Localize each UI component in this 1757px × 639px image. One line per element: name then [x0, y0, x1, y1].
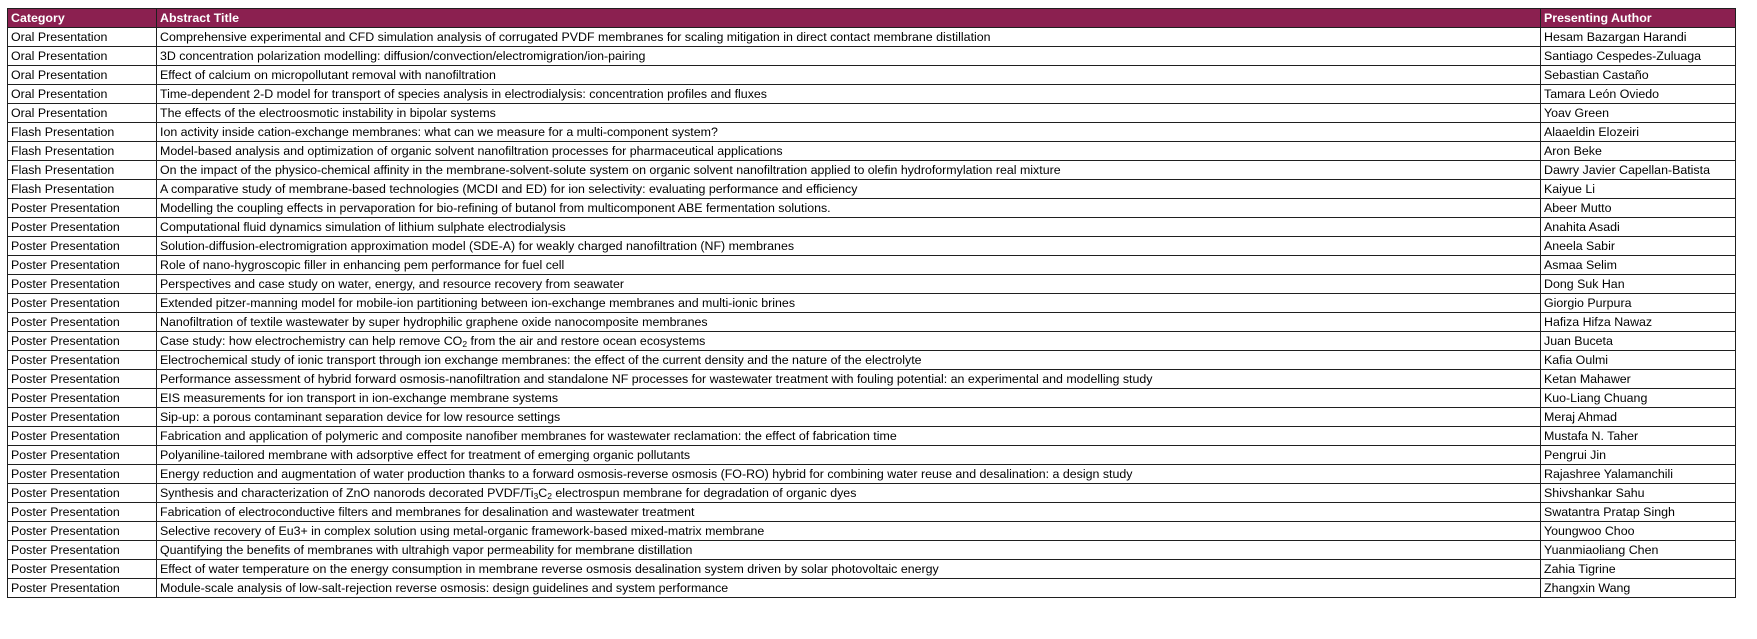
header-abstract-title[interactable]: Abstract Title: [157, 9, 1541, 28]
cell-category[interactable]: Oral Presentation: [8, 47, 157, 66]
cell-abstract-title[interactable]: Effect of water temperature on the energy consumption in membrane reverse osmosis desalination system driven by solar photovoltaic energy: [157, 560, 1541, 579]
cell-abstract-title[interactable]: Solution-diffusion-electromigration approximation model (SDE-A) for weakly charged nanofiltration (NF) membranes: [157, 237, 1541, 256]
table-row: [8, 560, 1736, 579]
cell-abstract-title[interactable]: Electrochemical study of ionic transport through ion exchange membranes: the effect of the current density and the nature of the electrolyte: [157, 351, 1541, 370]
cell-abstract-title[interactable]: [157, 484, 1541, 503]
cell-category[interactable]: Poster Presentation: [8, 237, 157, 256]
table-row: [8, 351, 1736, 370]
cell-abstract-title[interactable]: Computational fluid dynamics simulation of lithium sulphate electrodialysis: [157, 218, 1541, 237]
cell-abstract-title[interactable]: Sip-up: a porous contaminant separation device for low resource settings: [157, 408, 1541, 427]
table-row: [8, 275, 1736, 294]
cell-presenting-author[interactable]: Asmaa Selim: [1541, 256, 1736, 275]
title-text: C: [538, 486, 548, 500]
cell-presenting-author[interactable]: Abeer Mutto: [1541, 199, 1736, 218]
cell-abstract-title[interactable]: Energy reduction and augmentation of water production thanks to a forward osmosis-reverse osmosis (FO-RO) hybrid for combining water reuse and desalination: a design study: [157, 465, 1541, 484]
cell-presenting-author[interactable]: Kafia Oulmi: [1541, 351, 1736, 370]
cell-abstract-title[interactable]: Perspectives and case study on water, energy, and resource recovery from seawater: [157, 275, 1541, 294]
cell-presenting-author[interactable]: Shivshankar Sahu: [1541, 484, 1736, 503]
table-row: [8, 66, 1736, 85]
cell-abstract-title[interactable]: Ion activity inside cation-exchange membranes: what can we measure for a multi-component system?: [157, 123, 1541, 142]
cell-presenting-author[interactable]: Alaaeldin Elozeiri: [1541, 123, 1736, 142]
cell-abstract-title[interactable]: Selective recovery of Eu3+ in complex solution using metal-organic framework-based mixed-matrix membrane: [157, 522, 1541, 541]
cell-abstract-title[interactable]: Role of nano-hygroscopic filler in enhancing pem performance for fuel cell: [157, 256, 1541, 275]
cell-presenting-author[interactable]: Zhangxin Wang: [1541, 579, 1736, 598]
cell-category[interactable]: Poster Presentation: [8, 522, 157, 541]
cell-presenting-author[interactable]: Swatantra Pratap Singh: [1541, 503, 1736, 522]
table-row: [8, 332, 1736, 351]
cell-abstract-title[interactable]: Effect of calcium on micropollutant removal with nanofiltration: [157, 66, 1541, 85]
cell-category[interactable]: Flash Presentation: [8, 142, 157, 161]
cell-category[interactable]: Poster Presentation: [8, 560, 157, 579]
cell-category[interactable]: Poster Presentation: [8, 313, 157, 332]
cell-abstract-title[interactable]: Nanofiltration of textile wastewater by super hydrophilic graphene oxide nanocomposite membranes: [157, 313, 1541, 332]
cell-abstract-title[interactable]: 3D concentration polarization modelling: diffusion/convection/electromigration/ion-pairing: [157, 47, 1541, 66]
header-category[interactable]: Category: [8, 9, 157, 28]
cell-presenting-author[interactable]: Giorgio Purpura: [1541, 294, 1736, 313]
table-row: [8, 446, 1736, 465]
table-row: [8, 503, 1736, 522]
cell-category[interactable]: Poster Presentation: [8, 427, 157, 446]
table-row: [8, 218, 1736, 237]
cell-abstract-title[interactable]: The effects of the electroosmotic instability in bipolar systems: [157, 104, 1541, 123]
table-row: [8, 465, 1736, 484]
cell-category[interactable]: Poster Presentation: [8, 408, 157, 427]
cell-abstract-title[interactable]: Module-scale analysis of low-salt-rejection reverse osmosis: design guidelines and system performance: [157, 579, 1541, 598]
cell-category[interactable]: Poster Presentation: [8, 332, 157, 351]
table-header: [8, 9, 1736, 28]
cell-presenting-author[interactable]: Mustafa N. Taher: [1541, 427, 1736, 446]
cell-presenting-author[interactable]: Hafiza Hifza Nawaz: [1541, 313, 1736, 332]
cell-category[interactable]: Poster Presentation: [8, 275, 157, 294]
cell-abstract-title[interactable]: Extended pitzer-manning model for mobile-ion partitioning between ion-exchange membranes and multi-ionic brines: [157, 294, 1541, 313]
cell-abstract-title[interactable]: On the impact of the physico-chemical affinity in the membrane-solvent-solute system on organic solvent nanofiltration applied to olefin hydroformylation real mixture: [157, 161, 1541, 180]
table-row: [8, 180, 1736, 199]
cell-category[interactable]: Flash Presentation: [8, 123, 157, 142]
cell-presenting-author[interactable]: Juan Buceta: [1541, 332, 1736, 351]
cell-abstract-title[interactable]: Model-based analysis and optimization of organic solvent nanofiltration processes for pharmaceutical applications: [157, 142, 1541, 161]
cell-abstract-title[interactable]: [157, 332, 1541, 351]
cell-presenting-author[interactable]: Kuo-Liang Chuang: [1541, 389, 1736, 408]
cell-category[interactable]: Flash Presentation: [8, 180, 157, 199]
cell-abstract-title[interactable]: Comprehensive experimental and CFD simulation analysis of corrugated PVDF membranes for scaling mitigation in direct contact membrane distillation: [157, 28, 1541, 47]
cell-abstract-title[interactable]: Quantifying the benefits of membranes with ultrahigh vapor permeability for membrane distillation: [157, 541, 1541, 560]
cell-abstract-title[interactable]: A comparative study of membrane-based technologies (MCDI and ED) for ion selectivity: evaluating performance and efficiency: [157, 180, 1541, 199]
cell-presenting-author[interactable]: Hesam Bazargan Harandi: [1541, 28, 1736, 47]
title-subscript: 3: [533, 491, 539, 501]
cell-category[interactable]: Oral Presentation: [8, 28, 157, 47]
cell-category[interactable]: Poster Presentation: [8, 256, 157, 275]
table-row: [8, 28, 1736, 47]
cell-presenting-author[interactable]: Yoav Green: [1541, 104, 1736, 123]
cell-presenting-author[interactable]: Youngwoo Choo: [1541, 522, 1736, 541]
table-row: [8, 123, 1736, 142]
cell-abstract-title[interactable]: Modelling the coupling effects in pervaporation for bio-refining of butanol from multicomponent ABE fermentation solutions.: [157, 199, 1541, 218]
title-text: Synthesis and characterization of ZnO nanorods decorated PVDF/Ti: [160, 486, 534, 500]
cell-abstract-title[interactable]: Performance assessment of hybrid forward osmosis-nanofiltration and standalone NF processes for wastewater treatment with fouling potential: an experimental and modelling study: [157, 370, 1541, 389]
table-row: [8, 541, 1736, 560]
cell-category[interactable]: Flash Presentation: [8, 161, 157, 180]
table-row: [8, 427, 1736, 446]
header-presenting-author[interactable]: Presenting Author: [1541, 9, 1736, 28]
cell-category[interactable]: Poster Presentation: [8, 370, 157, 389]
cell-presenting-author[interactable]: Santiago Cespedes-Zuluaga: [1541, 47, 1736, 66]
cell-presenting-author[interactable]: Dawry Javier Capellan-Batista: [1541, 161, 1736, 180]
title-subscript: 2: [462, 339, 468, 349]
table-row: [8, 142, 1736, 161]
cell-abstract-title[interactable]: Fabrication and application of polymeric and composite nanofiber membranes for wastewater reclamation: the effect of fabrication time: [157, 427, 1541, 446]
cell-presenting-author[interactable]: Aneela Sabir: [1541, 237, 1736, 256]
cell-category[interactable]: Poster Presentation: [8, 541, 157, 560]
title-subscript: 2: [547, 491, 552, 501]
cell-abstract-title[interactable]: EIS measurements for ion transport in ion-exchange membrane systems: [157, 389, 1541, 408]
cell-presenting-author[interactable]: Anahita Asadi: [1541, 218, 1736, 237]
cell-presenting-author[interactable]: Ketan Mahawer: [1541, 370, 1736, 389]
table-row: [8, 579, 1736, 598]
cell-presenting-author[interactable]: Rajashree Yalamanchili: [1541, 465, 1736, 484]
cell-presenting-author[interactable]: Meraj Ahmad: [1541, 408, 1736, 427]
cell-category[interactable]: Poster Presentation: [8, 218, 157, 237]
table-row: [8, 522, 1736, 541]
table-row: [8, 237, 1736, 256]
cell-category[interactable]: Poster Presentation: [8, 484, 157, 503]
title-text: from the air and restore ocean ecosystems: [467, 334, 706, 348]
table-row: [8, 370, 1736, 389]
table-row: [8, 294, 1736, 313]
cell-presenting-author[interactable]: Dong Suk Han: [1541, 275, 1736, 294]
table-row: [8, 256, 1736, 275]
table-row: [8, 161, 1736, 180]
header-row: [8, 9, 1736, 28]
cell-abstract-title[interactable]: Polyaniline-tailored membrane with adsorptive effect for treatment of emerging organic pollutants: [157, 446, 1541, 465]
cell-category[interactable]: Poster Presentation: [8, 294, 157, 313]
cell-abstract-title[interactable]: Time-dependent 2-D model for transport of species analysis in electrodialysis: concentration profiles and fluxes: [157, 85, 1541, 104]
abstracts-table: [7, 8, 1736, 598]
cell-abstract-title[interactable]: Fabrication of electroconductive filters and membranes for desalination and wastewater treatment: [157, 503, 1541, 522]
cell-presenting-author[interactable]: Kaiyue Li: [1541, 180, 1736, 199]
table-row: [8, 313, 1736, 332]
cell-presenting-author[interactable]: Yuanmiaoliang Chen: [1541, 541, 1736, 560]
table-row: [8, 85, 1736, 104]
cell-category[interactable]: Poster Presentation: [8, 503, 157, 522]
title-text: electrospun membrane for degradation of organic dyes: [551, 486, 857, 500]
cell-presenting-author[interactable]: Aron Beke: [1541, 142, 1736, 161]
cell-presenting-author[interactable]: Zahia Tigrine: [1541, 560, 1736, 579]
table-row: [8, 408, 1736, 427]
table-body: [8, 28, 1736, 598]
cell-category[interactable]: Poster Presentation: [8, 579, 157, 598]
cell-category[interactable]: Oral Presentation: [8, 104, 157, 123]
cell-category[interactable]: Poster Presentation: [8, 199, 157, 218]
table-row: [8, 484, 1736, 503]
cell-category[interactable]: Poster Presentation: [8, 446, 157, 465]
title-text: Case study: how electrochemistry can help remove CO: [160, 334, 463, 348]
cell-category[interactable]: Oral Presentation: [8, 66, 157, 85]
cell-category[interactable]: Poster Presentation: [8, 351, 157, 370]
cell-presenting-author[interactable]: Tamara León Oviedo: [1541, 85, 1736, 104]
cell-category[interactable]: Oral Presentation: [8, 85, 157, 104]
cell-category[interactable]: Poster Presentation: [8, 465, 157, 484]
table-row: [8, 47, 1736, 66]
table-row: [8, 199, 1736, 218]
table-row: [8, 389, 1736, 408]
cell-category[interactable]: Poster Presentation: [8, 389, 157, 408]
table-row: [8, 104, 1736, 123]
cell-presenting-author[interactable]: Pengrui Jin: [1541, 446, 1736, 465]
cell-presenting-author[interactable]: Sebastian Castaño: [1541, 66, 1736, 85]
